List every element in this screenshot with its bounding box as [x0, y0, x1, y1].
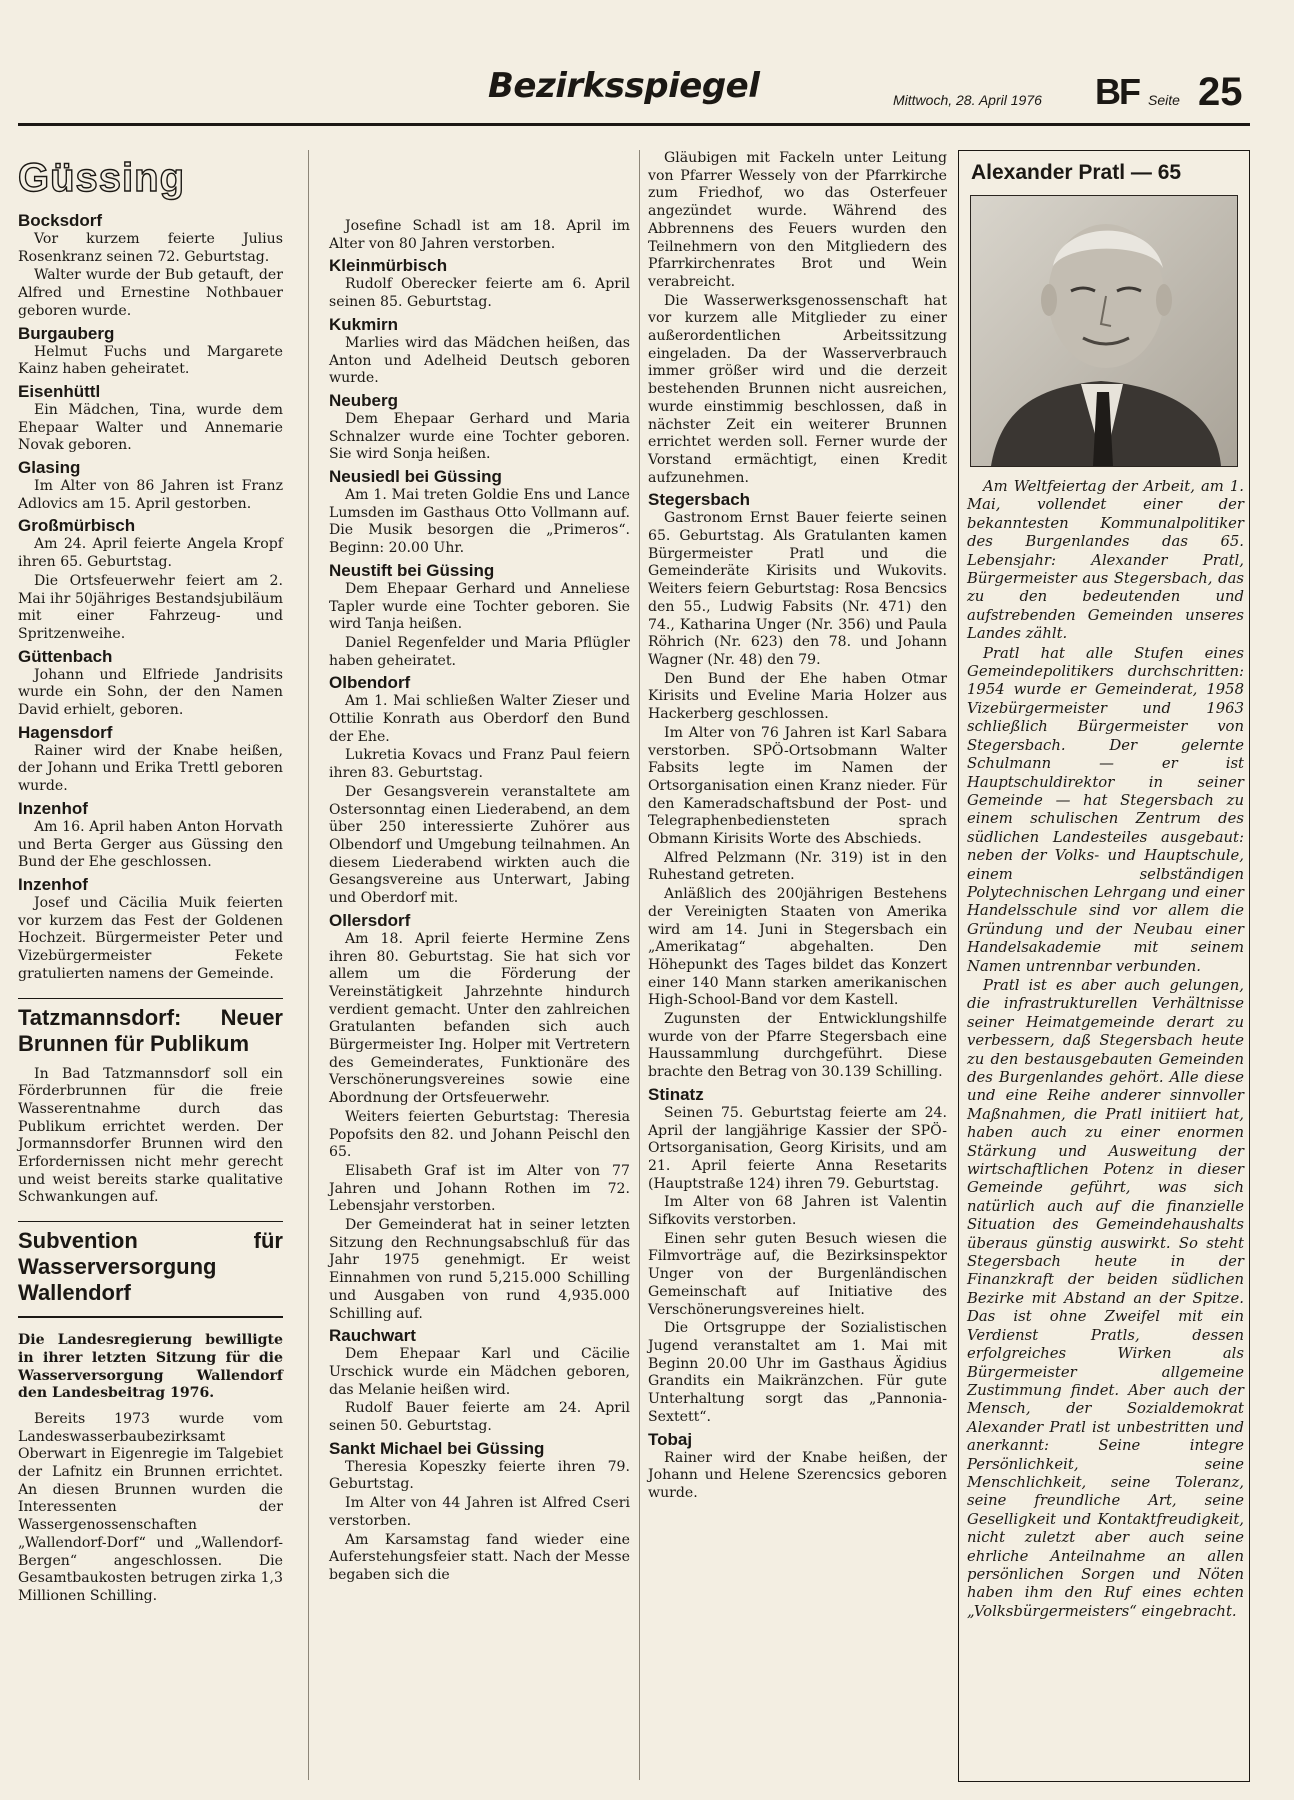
news-paragraph: Dem Ehepaar Karl und Cäcilie Urschick wurde ein Mädchen geboren, das Melanie heißen wird.: [329, 1346, 630, 1398]
headline-rule: [18, 1316, 283, 1318]
profile-paragraph: Am Weltfeiertag der Arbeit, am 1. Mai, vollendet einer der bekanntesten Kommunalpolitiker des Burgenlandes das 65. Lebensjahr: Alexander Pratl, Bürgermeister aus Stegersbach, das zu den bedeutenden und aufstrebenden Gemeinden unseres Landes zählt.: [967, 478, 1244, 643]
news-paragraph: Rainer wird der Knabe heißen, der Johann und Helene Szerencsics geboren wurde.: [648, 1449, 947, 1501]
news-paragraph: Die Wasserwerksgenossenschaft hat vor kurzem alle Mitglieder zu einer außerordentlichen Arbeitssitzung eingeladen. Da der Wasserverbrauch immer größer wird und die derzeit bestehenden Brunnen nicht ausreichen, wurde einstimmig beschlossen, daß in nächster Zeit ein weiterer Brunnen errichtet werden soll. Ferner wurde der Vorstand ermächtigt, einen Kredit aufzunehmen.: [648, 292, 947, 486]
section-title: Bezirksspiegel: [488, 66, 760, 106]
masthead-rule: [18, 123, 1250, 126]
locality-heading: Stinatz: [648, 1084, 704, 1104]
news-paragraph: Josef und Cäcilia Muik feierten vor kurzem das Fest der Goldenen Hochzeit. Bürgermeister Peter und Vizebürgermeister Fekete gratulierten namens der Gemeinde.: [18, 894, 283, 982]
locality-heading: Neustift bei Güssing: [329, 560, 495, 580]
locality-heading: Tobaj: [648, 1429, 693, 1449]
local-news-list: [329, 218, 630, 1585]
news-paragraph: Der Gesangsverein veranstaltete am Ostersonntag einen Liederabend, an dem über 250 interessierte Zuhörer aus Olbendorf und Umgebung teilnahmen. An diesem Liederabend wirkten auch die Gesangsvereine aus Unterwart, Jabing und Oberdorf mit.: [329, 783, 630, 907]
locality-heading: Ollersdorf: [329, 910, 411, 930]
page-number: 25: [1198, 70, 1243, 114]
news-paragraph: Rudolf Bauer feierte am 24. April seinen 50. Geburtstag.: [329, 1400, 630, 1435]
news-paragraph: Alfred Pelzmann (Nr. 319) ist in den Ruhestand getreten.: [648, 849, 947, 884]
news-paragraph: Elisabeth Graf ist im Alter von 77 Jahren und Johann Rothen im 72. Lebensjahr verstorben.: [329, 1162, 630, 1215]
news-paragraph: Am 1. Mai treten Goldie Ens und Lance Lumsden im Gasthaus Otto Vollmann auf. Die Musik besorgen die „Primeros“. Beginn: 20.00 Uhr.: [329, 487, 630, 557]
locality-heading: Glasing: [18, 458, 81, 478]
news-paragraph: Seinen 75. Geburtstag feierte am 24. April der langjährige Kassier der SPÖ-Ortsorganisation, Georg Kirisits, und am 21. April feierte Anna Resetarits (Hauptstraße 124) ihren 79. Geburtstag.: [648, 1104, 947, 1192]
news-paragraph: Marlies wird das Mädchen heißen, das Anton und Adelheid Deutsch geboren wurde.: [329, 334, 630, 387]
local-news-list: [18, 211, 283, 984]
article-body: In Bad Tatzmannsdorf soll ein Förderbrunnen für die freie Wasserentnahme durch das Publikum errichtet werden. Der Jormannsdorfer Brunnen wird den Erfordernissen nicht mehr gerecht und weist bereits starke qualitative Schwankungen auf.: [18, 1065, 283, 1206]
news-paragraph: Dem Ehepaar Gerhard und Anneliese Tapler wurde eine Tochter geboren. Sie wird Tanja heißen.: [329, 580, 630, 633]
news-paragraph: Rainer wird der Knabe heißen, der Johann und Erika Trettl geboren wurde.: [18, 742, 283, 795]
portrait-image: [971, 196, 1237, 466]
locality-heading: Inzenhof: [18, 874, 88, 894]
guessing-district-logo: Güssing: [18, 156, 186, 200]
column-divider: [308, 150, 309, 1780]
news-paragraph: Im Alter von 68 Jahren ist Valentin Sifkovits verstorben.: [648, 1194, 947, 1229]
news-paragraph: Am Karsamstag fand wieder eine Auferstehungsfeier statt. Nach der Messe begaben sich die: [329, 1531, 630, 1583]
local-news-list: [648, 150, 947, 1503]
article-headline: Subvention für Wasserversorgung Wallendorf: [18, 1228, 283, 1306]
column-1: [18, 208, 283, 1607]
news-paragraph: Anläßlich des 200jährigen Bestehens der Vereinigten Staaten von Amerika wird am 14. Juni in Stegersbach ein „Amerikatag“ abgehalten. Den Höhepunkt des Tages bildet das Konzert einer 140 Mann starken amerikanischen High-School-Band vor dem Kastell.: [648, 886, 947, 1009]
news-paragraph: Am 16. April haben Anton Horvath und Berta Gerger aus Güssing den Bund der Ehe geschlossen.: [18, 818, 283, 871]
news-paragraph: Johann und Elfriede Jandrisits wurde ein Sohn, der den Namen David erhielt, geboren.: [18, 666, 283, 719]
locality-heading: Kukmirn: [329, 314, 398, 334]
page-label: Seite: [1148, 92, 1180, 108]
news-paragraph: Theresia Kopeszky feierte ihren 79. Geburtstag.: [329, 1458, 630, 1493]
news-paragraph: Josefine Schadl ist am 18. April im Alter von 80 Jahren verstorben.: [329, 218, 630, 252]
locality-heading: Inzenhof: [18, 798, 88, 818]
news-paragraph: Gastronom Ernst Bauer feierte seinen 65. Geburtstag. Als Gratulanten kamen Bürgermeister Pratl und die Gemeinderäte Kirisits und Wukovits. Weiters feiern Geburtstag: Rosa Bencsics den 55., Ludwig Fabsits (Nr. 471) den 74., Katharina Unger (Nr. 356) und Paula Röhrich (Nr. 623) den 78. und Johann Wagner (Nr. 48) den 79.: [648, 510, 947, 668]
article-lead: Die Landesregierung bewilligte in ihrer letzten Sitzung für die Wasserversorgung Wallendorf den Landesbeitrag 1976.: [18, 1332, 283, 1402]
locality-heading: Olbendorf: [329, 673, 411, 693]
locality-heading: Burgauberg: [18, 323, 115, 343]
profile-paragraph: Pratl ist es aber auch gelungen, die infrastrukturellen Verhältnisse seiner Heimatgemeinde derart zu verbessern, daß Stegersbach heute zu den bestausgebauten Gemeinden des Burgenlandes gehört. Alle diese und eine Reihe anderer sinnvoller Maßnahmen, die Pratl initiiert hat, haben auch zu einer enormen Stärkung und Ausweitung der wirtschaftlichen Potenz in dieser Gemeinde geführt, was sich natürlich auch auf die finanzielle Situation des Gemeindehaushalts überaus günstig auswirkt. So steht Stegersbach heute in der Finanzkraft der beiden südlichen Bezirke mit Abstand an der Spitze. Das ist ohne Zweifel mit ein Verdienst Pratls, dessen erfolgreiches Wirken als Bürgermeister allgemeine Zustimmung findet. Aber auch der Mensch, der Sozialdemokrat Alexander Pratl ist unbestritten und anerkannt: Seine integre Persönlichkeit, seine Menschlichkeit, seine Toleranz, seine freundliche Art, seine Geselligkeit und Kontaktfreudigkeit, nicht zuletzt aber auch seine ehrliche Anteilnahme an allen persönlichen Sorgen und Nöten haben ihm den Ruf eines echten „Volksbürgermeisters“ eingebracht.: [967, 976, 1244, 1620]
news-paragraph: Helmut Fuchs und Margarete Kainz haben geheiratet.: [18, 343, 283, 378]
locality-heading: Hagensdorf: [18, 722, 113, 742]
news-paragraph: Dem Ehepaar Gerhard und Maria Schnalzer wurde eine Tochter geboren. Sie wird Sonja heißen.: [329, 410, 630, 463]
news-paragraph: Daniel Regenfelder und Maria Pflügler haben geheiratet.: [329, 634, 630, 669]
news-paragraph: Den Bund der Ehe haben Otmar Kirisits und Eveline Maria Holzer aus Hackerberg geschlossen.: [648, 670, 947, 723]
portrait-photo: [970, 195, 1238, 467]
profile-paragraph: Pratl hat alle Stufen eines Gemeindepolitikers durchschritten: 1954 wurde er Gemeinderat, 1958 Vizebürgermeister und 1963 schließlich Bürgermeister von Stegersbach. Der gelernte Schulmann — er ist Hauptschuldirektor in seiner Gemeinde — hat Stegersbach zu einem schulischen Zentrum des südlichen Landesteiles ausgebaut: neben der Volks- und Hauptschule, einem selbständigen Polytechnischen Lehrgang und einer Handelsschule sind vor allem die Gründung und der Neubau einer Handelsakademie mit seinem Namen untrennbar verbunden.: [967, 644, 1244, 975]
newspaper-logo: BF: [1095, 71, 1139, 112]
locality-heading: Bocksdorf: [18, 211, 103, 230]
news-paragraph: Die Ortsgruppe der Sozialistischen Jugend veranstaltet am 1. Mai mit Beginn 20.00 Uhr im Gasthaus Ägidius Grandits ein Maikränzchen. Für gute Unterhaltung sorgt das „Pannonia-Sextett“.: [648, 1320, 947, 1425]
locality-heading: Kleinmürbisch: [329, 256, 448, 276]
section-divider: [18, 1221, 283, 1222]
news-paragraph: Der Gemeinderat hat in seiner letzten Sitzung den Rechnungsabschluß für das Jahr 1975 genehmigt. Er weist Einnahmen von rund 5,215.000 Schilling und Ausgaben von rund 4,935.000 Schilling auf.: [329, 1217, 630, 1322]
dateline: Mittwoch, 28. April 1976: [893, 92, 1042, 108]
profile-title: Alexander Pratl — 65: [971, 161, 1182, 184]
news-paragraph: Walter wurde der Bub getauft, der Alfred und Ernestine Nothbauer geboren wurde.: [18, 267, 283, 319]
masthead: [488, 58, 1248, 122]
locality-heading: Sankt Michael bei Güssing: [329, 1438, 545, 1458]
news-paragraph: Einen sehr guten Besuch wiesen die Filmvorträge auf, die Bezirksinspektor Unger von der Burgenländischen Gemeinschaft auf Initiative des Verschönerungsvereines hielt.: [648, 1230, 947, 1318]
locality-heading: Güttenbach: [18, 646, 113, 666]
locality-heading: Neusiedl bei Güssing: [329, 467, 502, 487]
column-divider: [639, 150, 640, 1780]
news-paragraph: Rudolf Oberecker feierte am 6. April seinen 85. Geburtstag.: [329, 276, 630, 311]
article-headline: Tatzmannsdorf: Neuer Brunnen für Publikum: [18, 1004, 283, 1056]
column-3: [648, 150, 947, 1504]
news-paragraph: Weiters feierten Geburtstag: Theresia Popofsits den 82. und Johann Peischl den 65.: [329, 1108, 630, 1161]
column-2: [329, 218, 630, 1586]
profile-body: [967, 478, 1244, 1621]
news-paragraph: Zugunsten der Entwicklungshilfe wurde von der Pfarre Stegersbach eine Haussammlung durchgeführt. Diese brachte den Betrag von 30.139 Schilling.: [648, 1011, 947, 1081]
locality-heading: Großmürbisch: [18, 516, 136, 536]
news-paragraph: Vor kurzem feierte Julius Rosenkranz seinen 72. Geburtstag.: [18, 231, 283, 265]
news-paragraph: Lukretia Kovacs und Franz Paul feiern ihren 83. Geburtstag.: [329, 747, 630, 782]
locality-heading: Eisenhüttl: [18, 381, 101, 401]
news-paragraph: Die Ortsfeuerwehr feiert am 2. Mai ihr 50jähriges Bestandsjubiläum mit einer Fahrzeug- und Spritzenweihe.: [18, 572, 283, 642]
news-paragraph: Am 24. April feierte Angela Kropf ihren 65. Geburtstag.: [18, 536, 283, 571]
locality-heading: Rauchwart: [329, 1326, 416, 1346]
news-paragraph: Im Alter von 76 Jahren ist Karl Sabara verstorben. SPÖ-Ortsobmann Walter Fabsits legte im Namen der Ortsorganisation einen Kranz nieder. Für den Kameradschaftsbund der Post- und Telegraphenbediensteten sprach Obmann Kirisits Worte des Abschieds.: [648, 724, 947, 848]
news-paragraph: Gläubigen mit Fackeln unter Leitung von Pfarrer Wessely von der Pfarrkirche zum Friedhof, wo das Osterfeuer angezündet wurde. Während des Abbrennens des Feuers wurden den Teilnehmern von den Mitgliedern des Pfarrkirchenrates Brot und Wein verabreicht.: [648, 150, 947, 290]
news-paragraph: Am 18. April feierte Hermine Zens ihren 80. Geburtstag. Sie hat sich vor allem um die Förderung der Vereinstätigkeit Jahrzehnte hindurch verdient gemacht. Unter den zahlreichen Gratulanten befanden sich auch Bürgermeister Ing. Holper mit Vertretern des Gemeinderates, Funktionäre des Verschönerungsvereines sowie eine Abordnung der Ortsfeuerwehr.: [329, 930, 630, 1107]
locality-heading: Neuberg: [329, 390, 398, 410]
news-paragraph: Am 1. Mai schließen Walter Zieser und Ottilie Konrath aus Oberdorf den Bund der Ehe.: [329, 693, 630, 745]
news-paragraph: Ein Mädchen, Tina, wurde dem Ehepaar Walter und Annemarie Novak geboren.: [18, 401, 283, 454]
locality-heading: Stegersbach: [648, 490, 751, 510]
article-body: Bereits 1973 wurde vom Landeswasserbaubezirksamt Oberwart in Eigenregie im Talgebiet der Lafnitz ein Brunnen errichtet. An diesen Brunnen wurden die Interessenten der Wassergenossenschaften „Wallendorf-Dorf“ und „Wallendorf-Bergen“ angeschlossen. Die Gesamtbaukosten betrugen zirka 1,3 Millionen Schilling.: [18, 1410, 283, 1604]
section-divider: [18, 998, 283, 999]
news-paragraph: Im Alter von 44 Jahren ist Alfred Cseri verstorben.: [329, 1495, 630, 1529]
news-paragraph: Im Alter von 86 Jahren ist Franz Adlovics am 15. April gestorben.: [18, 478, 283, 512]
profile-article: [967, 478, 1244, 1622]
